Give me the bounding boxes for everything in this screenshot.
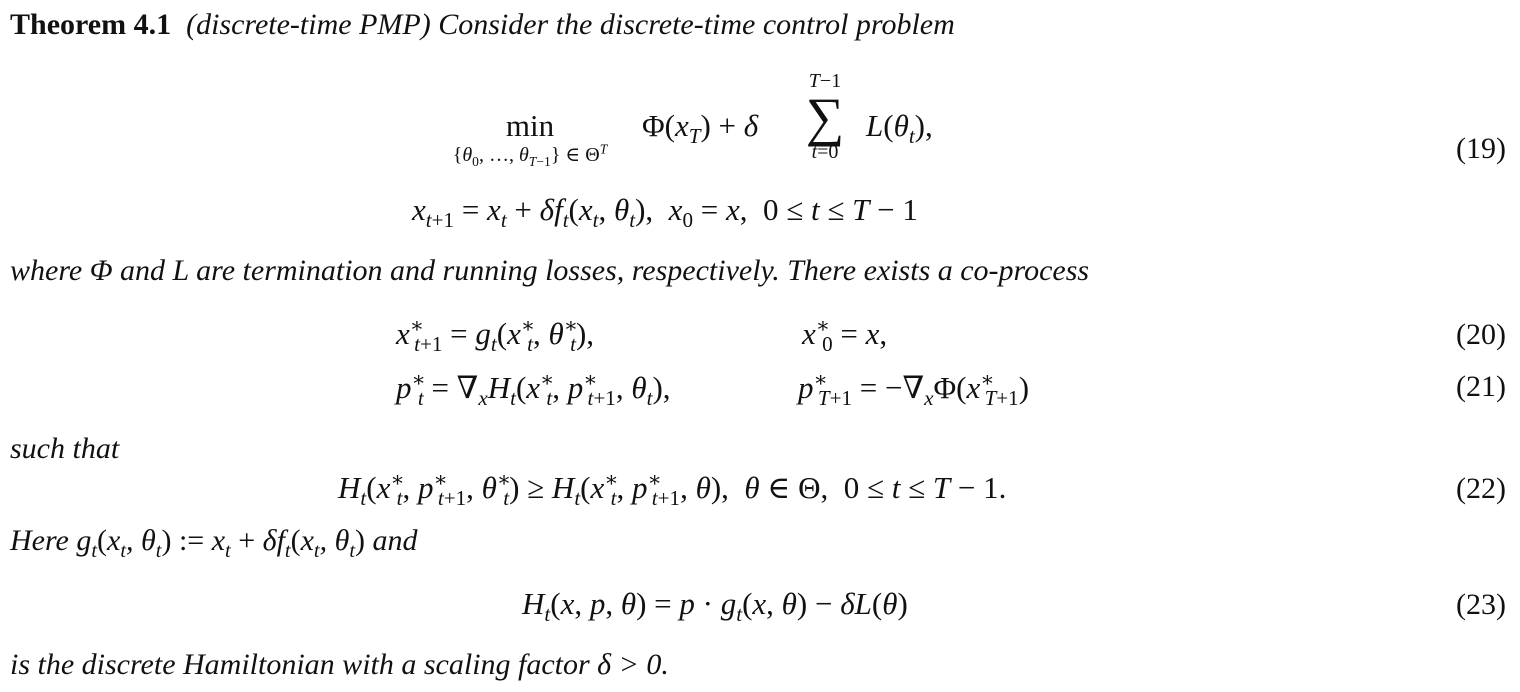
sum-operator: T−1 ∑ t=0: [805, 70, 845, 163]
equation-number-22: (22): [1456, 472, 1506, 505]
here-paragraph: Here $g_t(x_t$, $\theta_t$) := $x_t + \delta f_t(x_t$, $\theta_t$) and: [10, 524, 418, 562]
equation-20-left: $x^∗_{t+1} = g_t(x^∗_t$, $\theta^∗_t$),: [396, 313, 595, 357]
equation-21-right: $p^∗_{T+1} = -\nabla_x\Phi(x^∗_{T+1})$: [798, 367, 1030, 411]
equation-number-21: (21): [1456, 370, 1506, 403]
equation-23: $H_t(x$, p, $\theta) = p \cdot g_t(x$, θ) − δL(θ): [522, 586, 908, 627]
theorem-heading: [10, 8, 955, 42]
objective-terms: $\Phi(x_T) + \delta$: [642, 108, 759, 149]
equation-number-20: (20): [1456, 318, 1506, 351]
equation-20-right: $x^∗_0 = x$,: [802, 313, 888, 357]
here-and: and: [372, 524, 418, 557]
theorem-label: Theorem 4.1: [10, 8, 172, 41]
where-paragraph: where Φ and L are termination and running losses, respectively. There exists a co-process: [10, 254, 1090, 287]
min-operator: min {$\theta_0$, …, $\theta_{T-1}$} ∈ $\Theta^T$: [452, 108, 608, 169]
equation-22: $H_t(x^∗_t$, $p^∗_{t+1}$, $\theta^∗_t) \ge H_t(x^∗_t$, $p^∗_{t+1}$, θ), θ ∈ Θ, 0 ≤ t ≤ T − 1.: [338, 467, 1007, 511]
equation-21-left: $p^∗_t = \nabla_xH_t(x^∗_t$, $p^∗_{t+1}$, $\theta_t$),: [396, 367, 671, 411]
state-dynamics: $x_{t+1} = x_t + \delta f_t(x_t$, $\theta_t$), $x_0 = x$, 0 ≤ t ≤ T − 1: [412, 192, 918, 233]
running-loss-term: $L(\theta_t)$,: [866, 108, 933, 149]
such-that-text: such that: [10, 432, 120, 465]
theorem-intro: (discrete-time PMP) Consider the discrete-time control problem: [186, 8, 955, 41]
final-paragraph: is the discrete Hamiltonian with a scaling factor δ > 0.: [10, 648, 669, 681]
equation-number-19: (19): [1456, 132, 1506, 165]
equation-number-23: (23): [1456, 588, 1506, 621]
